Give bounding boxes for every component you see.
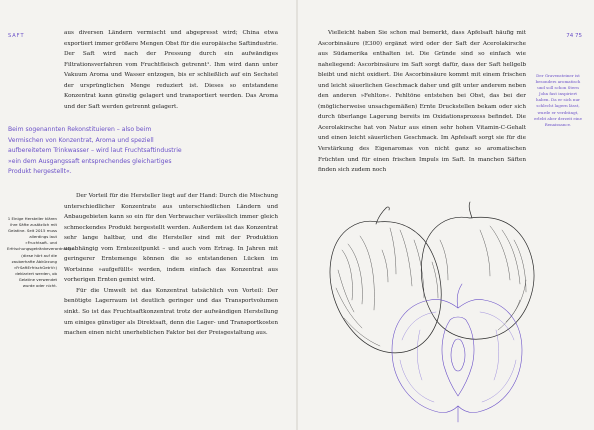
footnote: 1 Einige Hersteller klären ihre Säfte zusätzlich mit Gelatine. Seit 2015 muss allerdings laut »Fruchtsaft- und Erfrischungsgetränkeverordnung« (diese hört auf die zauberhafte Abkürzung »FrSaftErfrischGetrV«) deklariert werden, ob Gelatine verwendet wurde oder nicht.	[7, 216, 74, 289]
body-text-right	[318, 28, 526, 176]
paragraph: Für die Umwelt ist das Konzentrat tatsächlich von Vorteil: Der benötigte Lagerraum ist deutlich geringer und das Transportvolumen sinkt. So ist das Fruchtsaftkonzentrat trotz der aufwändigen Herstellung um einiges günstiger als Direktsaft, denn die Lager- und Transportkosten machen einen nicht unerheblichen Faktor bei der Preisgestaltung aus.	[64, 287, 278, 337]
margin-note: Der Gravensteiner ist besonders aromatisch und soll schon Stern John fast inspiriert haben. Da er sich nur schlecht lagern lässt, wurde er verdrängt, erlebt aber derzeit eine Renaissance.	[534, 73, 582, 127]
book-gutter	[296, 0, 298, 430]
running-head: SAFT	[8, 33, 25, 39]
body-text-top	[64, 28, 278, 112]
paragraph: Der Vorteil für die Hersteller liegt auf der Hand: Durch die Mischung unterschiedlicher Konzentrate aus unterschiedlichen Ländern und Anbaugebieten kann so ein für den Verbraucher verlässlich immer gleich schmeckendes Produkt hergestellt werden. Außerdem ist das Konzentrat sehr lange haltbar, und die Hersteller sind mit der Produktion unabhängig vom Erntezeitpunkt – und auch vom Ertrag. In Jahren mit geringerer Erntemenge können die so entstandenen Lücken im Wortsinne »aufgefüllt« werden, indem einfach das Konzentrat aus vorherigen Ernten gemixt wird.	[64, 193, 278, 284]
pull-quote: Beim sogenannten Rekonstituieren – also beim Vermischen von Konzentrat, Aroma und speziell aufbereitetem Trinkwasser – wird laut Fruchtsaftindustrie »ein dem Ausgangssaft entsprechendes gleichartiges Produkt hergestellt«.	[8, 126, 182, 176]
page-numbers: 74 75	[566, 33, 582, 39]
apple-half-drawing	[392, 284, 522, 422]
paragraph: Vielleicht haben Sie schon mal bemerkt, dass Apfelsaft häufig mit Ascorbinsäure (E300) ergänzt wird oder der Saft der Acerolakirsche aus Südamerika enthalten ist. Die Gründe sind so einfach wie naheliegend: Ascorbinsäure im Saft sorgt dafür, dass der Saft hellgelb bleibt und nicht oxidiert. Die Ascorbinsäure kommt mit einem frischen und leicht säuerlichen Geschmack daher und gilt unter anderem neben den anderen »Fehlton«. Fehltöne entstehen bei Obst, das bei der (möglicherweise unsachgemäßen) Ernte Druckstellen bekam oder sich durch überlange Lagerung bereits im Oxidationsprozess befindet. Die Acerolakirsche hat von Natur aus einen sehr hohen Vitamin-C-Gehalt und einen leicht säuerlichen Geschmack. Im Apfelsaft sorgt sie für die Verstärkung des Eigenaromas von nicht ganz so aromatischen Früchten und für einen frischen Impuls im Saft. In manchen Säften finden sich zudem noch	[318, 30, 526, 174]
apple-illustration	[320, 200, 550, 424]
paragraph: aus diversen Ländern vermischt und abgepresst wird; China etwa exportiert immer größere Mengen Obst für die europäische Saftindustrie. Der Saft wird nach der Pressung durch ein aufwändiges Filtrationsverfahren vom Fruchtfleisch getrennt¹. Ihm wird dann unter Vakuum Aroma und Wasser entzogen, bis er schließlich auf ein Sechstel der ursprünglichen Menge reduziert ist. Dieses so entstandene Konzentrat kann günstig gelagert und transportiert werden. Das Aroma und der Saft werden getrennt gelagert.	[64, 30, 278, 110]
body-text-bottom	[64, 191, 278, 339]
left-apple-drawing	[330, 207, 441, 353]
